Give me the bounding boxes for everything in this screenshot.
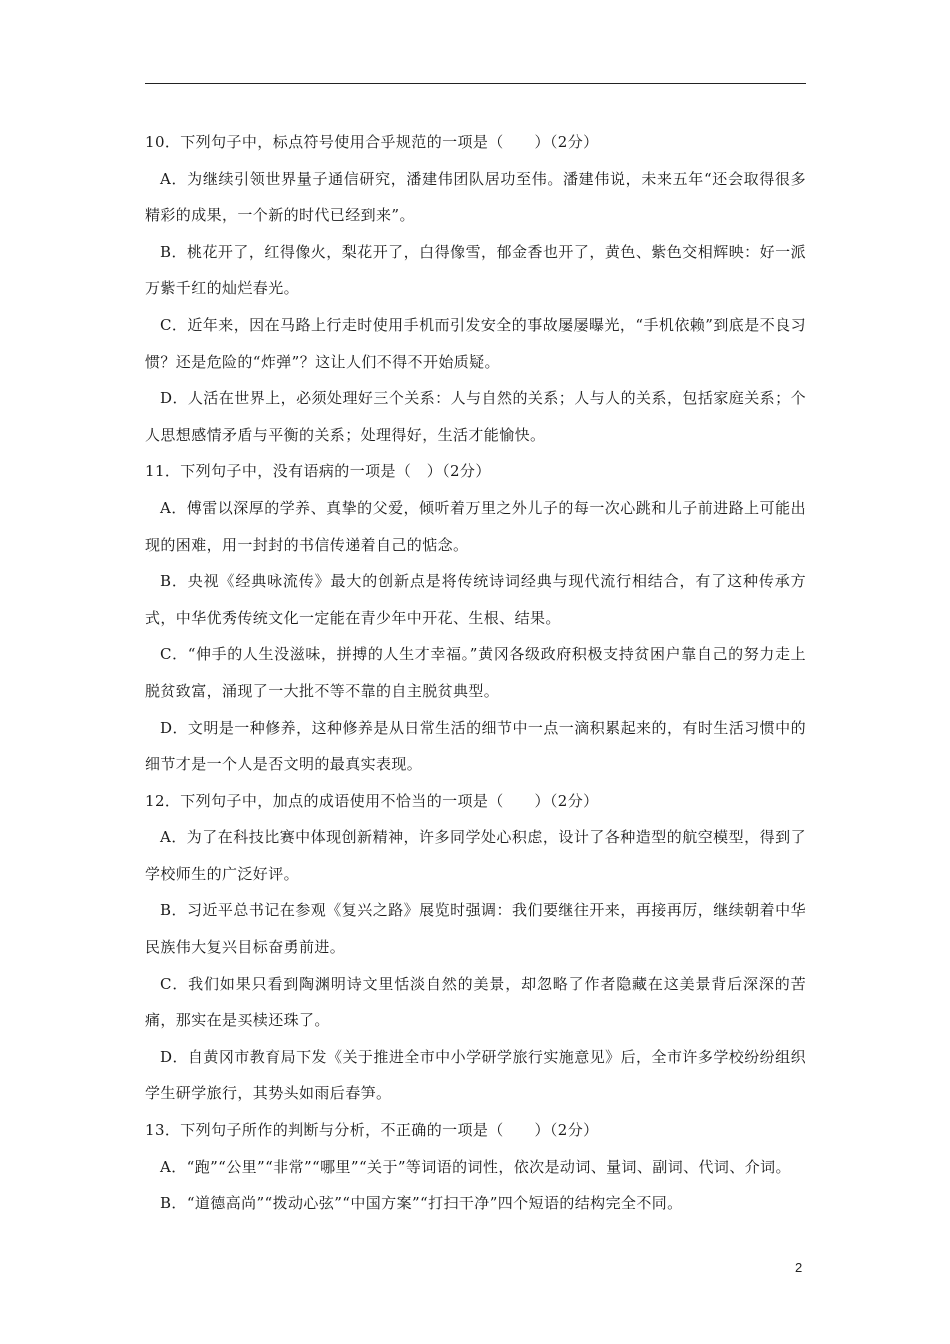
option-c: C．“伸手的人生没滋味，拼搏的人生才幸福。”黄冈各级政府积极支持贫困户靠自己的努力走上脱贫致富，涌现了一大批不等不靠的自主脱贫典型。 xyxy=(145,645,806,700)
option-c: C．近年来，因在马路上行走时使用手机而引发安全的事故屡屡曝光，“手机依赖”到底是不良习惯？还是危险的“炸弹”？这让人们不得不开始质疑。 xyxy=(145,315,806,371)
option-a: A．为继续引领世界量子通信研究，潘建伟团队居功至伟。潘建伟说，未来五年“还会取得很多精彩的成果，一个新的时代已经到来”。 xyxy=(145,169,806,225)
question-10 xyxy=(145,124,806,453)
exam-content xyxy=(145,124,806,1222)
header-rule xyxy=(145,83,806,84)
question-stem: 12．下列句子中，加点的成语使用不恰当的一项是（ ）（2分） xyxy=(145,791,599,810)
question-stem: 13．下列句子所作的判断与分析，不正确的一项是（ ）（2分） xyxy=(145,1121,599,1140)
question-stem: 10．下列句子中，标点符号使用合乎规范的一项是（ ）（2分） xyxy=(145,133,599,151)
option-d: D．人活在世界上，必须处理好三个关系：人与自然的关系；人与人的关系，包括家庭关系；个人思想感情矛盾与平衡的关系；处理得好，生活才能愉快。 xyxy=(145,389,806,444)
option-b: B．桃花开了，红得像火，梨花开了，白得像雪，郁金香也开了，黄色、紫色交相辉映：好一派万紫千红的灿烂春光。 xyxy=(145,242,806,298)
question-12 xyxy=(145,783,806,1112)
option-d: D．自黄冈市教育局下发《关于推进全市中小学研学旅行实施意见》后，全市许多学校纷纷组织学生研学旅行，其势头如雨后春笋。 xyxy=(145,1047,806,1103)
question-stem: 11．下列句子中，没有语病的一项是（ ）（2分） xyxy=(145,462,491,481)
page-number: 2 xyxy=(795,1260,803,1275)
question-11 xyxy=(145,453,806,782)
option-a: A．傅雷以深厚的学养、真挚的父爱，倾听着万里之外儿子的每一次心跳和儿子前进路上可能出现的困难，用一封封的书信传递着自己的惦念。 xyxy=(145,498,806,554)
option-b: B．“道德高尚”“拨动心弦”“中国方案”“打扫干净”四个短语的结构完全不同。 xyxy=(160,1194,683,1213)
option-a: A．为了在科技比赛中体现创新精神，许多同学处心积虑，设计了各种造型的航空模型，得到了学校师生的广泛好评。 xyxy=(145,828,806,883)
option-c: C．我们如果只看到陶渊明诗文里恬淡自然的美景，却忽略了作者隐藏在这美景背后深深的苦痛，那实在是买椟还珠了。 xyxy=(145,974,806,1030)
option-b: B．央视《经典咏流传》最大的创新点是将传统诗词经典与现代流行相结合，有了这种传承方式，中华优秀传统文化一定能在青少年中开花、生根、结果。 xyxy=(145,572,806,627)
question-13 xyxy=(145,1112,806,1222)
option-d: D．文明是一种修养，这种修养是从日常生活的细节中一点一滴积累起来的，有时生活习惯中的细节才是一个人是否文明的最真实表现。 xyxy=(145,718,806,774)
option-a: A．“跑”“公里”“非常”“哪里”“关于”等词语的词性，依次是动词、量词、副词、代词、介词。 xyxy=(160,1157,791,1176)
option-b: B．习近平总书记在参观《复兴之路》展览时强调：我们要继往开来，再接再厉，继续朝着中华民族伟大复兴目标奋勇前进。 xyxy=(145,901,806,957)
